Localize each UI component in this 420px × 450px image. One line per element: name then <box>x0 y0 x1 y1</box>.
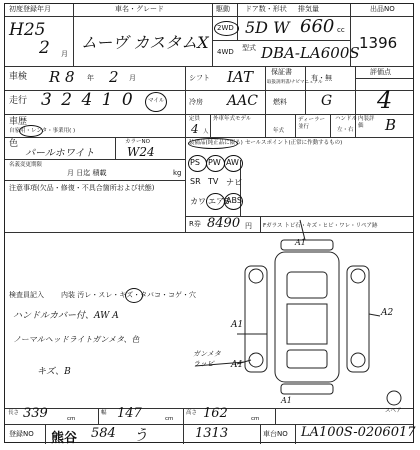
glass-label: Fガラス トビ石・キズ・ヒビ・ワレ・リペア跡 <box>263 223 378 229</box>
recycle-unit: 円 <box>245 222 252 230</box>
mileage-label: 走行 <box>9 96 28 106</box>
shaken-year: R 8 <box>49 68 75 86</box>
equipment-option: ABS <box>226 196 242 205</box>
mileage-value: 3 2 4 1 0 <box>41 90 135 110</box>
dealer-label: ディーラー 並行 <box>298 117 326 130</box>
inspector-note-3: キズ、B <box>37 367 71 377</box>
width-unit: cm <box>165 416 174 422</box>
equipment-option: エアB <box>208 197 230 206</box>
mark-wrap: ガンメタ ラッピ <box>193 350 221 368</box>
leader-1 <box>300 220 305 240</box>
fuel-label: 燃料 <box>273 98 287 106</box>
width-value: 147 <box>117 406 142 421</box>
height-unit: cm <box>251 416 260 422</box>
import-sub: 年式 <box>273 128 285 134</box>
equipment-option: TV <box>208 177 219 186</box>
era-value: H25 <box>9 20 46 40</box>
score-value: 4 <box>377 86 393 114</box>
vin-value: LA100S-0206017 <box>301 425 416 440</box>
color-value: パールホワイト <box>25 148 95 159</box>
rear-window-shape <box>287 350 327 368</box>
equipment-circle <box>188 155 207 172</box>
inspector-note-2: ノーマルヘッドライトガンメタ、色 <box>13 335 140 344</box>
shaken-label: 車検 <box>9 72 28 82</box>
reg-label: 登録NO <box>9 430 34 438</box>
recycle-label: R券 <box>189 220 201 228</box>
capacity-label: 定員 <box>189 116 201 122</box>
fuel-value: G <box>321 93 333 109</box>
wheel-fr <box>351 269 365 283</box>
shaken-month-unit: 月 <box>129 74 136 82</box>
name-change-label: 名義変更期限 <box>9 162 43 168</box>
ac-label: 冷房 <box>189 98 203 106</box>
reg-area: 熊谷 <box>51 431 78 446</box>
capacity-value: 4 <box>191 122 199 136</box>
right-side-panel <box>347 266 369 372</box>
equipment-option: カワ <box>190 197 206 206</box>
leader-2 <box>369 314 380 316</box>
lot-label: 出品NO <box>370 5 395 13</box>
height-value: 162 <box>203 406 228 421</box>
first-reg-label: 初度登録年月 <box>9 5 51 13</box>
left-side-panel <box>245 266 267 372</box>
model-label: 車名・グレード <box>115 5 164 13</box>
lot-value: 1396 <box>359 34 398 52</box>
shift-value: IAT <box>227 68 253 86</box>
wheel-fl <box>249 269 263 283</box>
inspector-label: 検査員記入 <box>9 291 44 299</box>
warranty-sub: 取扱説明書/ナビマニュアル <box>267 80 323 85</box>
score-label: 評価点 <box>370 68 391 76</box>
equipment-option: SR <box>190 177 201 186</box>
wheel-rr <box>351 353 365 367</box>
drive-2wd: 2WD <box>217 24 234 32</box>
shaken-month: 2 <box>109 68 119 86</box>
reg-class: 584 <box>91 426 116 441</box>
inspector-note-1: ハンドルカバー付、AW A <box>13 311 119 321</box>
doors-label: ドア数・形状 <box>245 5 287 13</box>
shift-label: シフト <box>189 74 210 82</box>
shaken-year-unit: 年 <box>87 74 94 82</box>
handle-opts: 左・右 <box>337 127 354 133</box>
color-no-value: W24 <box>127 145 155 159</box>
month-value: 2 <box>39 38 50 58</box>
mark-left-2: A1 <box>231 360 244 370</box>
length-label: 長さ <box>8 410 20 416</box>
drive-4wd: 4WD <box>217 48 234 56</box>
equipment-circle <box>206 193 225 210</box>
inspector-tags: 内装 汚レ・スレ・キズ・タバコ・コゲ・穴 <box>61 291 197 299</box>
drive-label: 駆動 <box>216 5 230 13</box>
width-label: 幅 <box>101 410 107 416</box>
color-no-label: カラーNO <box>125 139 150 145</box>
warranty-opts: 有・無 <box>311 74 332 82</box>
type-value: DBA-LA600S <box>261 44 360 62</box>
notes-label: 注意事項(欠品・修復・不具合箇所および状態) <box>9 184 155 192</box>
type-label: 型式 <box>242 44 256 52</box>
engine-label: 排気量 <box>298 5 319 13</box>
model-value: ムーヴ カスタムX <box>81 33 209 52</box>
import-label: 外車年式モデル <box>213 116 252 122</box>
engine-unit: cc <box>337 26 345 34</box>
interior-label: 内装評価 <box>358 116 375 129</box>
equipment-circle <box>224 155 243 172</box>
mark-left-1: A1 <box>231 320 244 330</box>
capacity-unit: 人 <box>203 129 209 135</box>
interior-value: B <box>385 116 397 134</box>
wheel-rl <box>249 353 263 367</box>
history-sub: 自家用・レンタ・事業用( ) <box>9 128 76 134</box>
doors-value: 5D W <box>245 18 290 37</box>
handle-label: ハンドル <box>335 116 358 122</box>
mileage-unit: マイル <box>148 98 165 104</box>
equipment-option: PW <box>208 158 221 167</box>
spare-label: スペア <box>385 408 402 414</box>
ac-value: AAC <box>227 93 258 109</box>
equipment-option: AW <box>226 158 239 167</box>
reg-num: 1313 <box>195 426 229 441</box>
equipment-option: PS <box>190 158 200 167</box>
vin-label: 車台NO <box>263 430 288 438</box>
equipment-label: 装備品(純正品に限る) <box>189 140 243 146</box>
windshield-shape <box>287 272 327 298</box>
front-panel <box>281 240 333 250</box>
rear-panel <box>281 384 333 394</box>
roof-shape <box>287 304 327 344</box>
equipment-option: ナビ <box>226 178 242 187</box>
auction-sheet <box>4 3 416 446</box>
equipment-circle <box>206 155 225 172</box>
recycle-value: 8490 <box>207 216 241 231</box>
height-label: 高さ <box>186 410 198 416</box>
length-unit: cm <box>67 416 76 422</box>
mark-front: A1 <box>295 238 306 247</box>
month-unit: 月 <box>61 50 68 58</box>
mark-rear: A1 <box>281 396 292 405</box>
car-diagram <box>5 4 415 444</box>
warranty-label: 保証書 <box>271 68 292 76</box>
equipment-circle <box>224 193 243 210</box>
history-label: 車歴 <box>9 117 28 127</box>
spare-tire <box>387 391 401 405</box>
load-unit: kg <box>173 169 182 177</box>
name-change-sub: 月 日迄 積載 <box>67 169 107 177</box>
length-value: 339 <box>23 406 48 421</box>
selling-label: セールスポイント(正常に作動するもの) <box>245 140 343 146</box>
engine-value: 660 <box>300 16 335 37</box>
mark-right: A2 <box>381 308 394 318</box>
color-label: 色 <box>9 139 19 149</box>
reg-kana: う <box>133 426 149 444</box>
